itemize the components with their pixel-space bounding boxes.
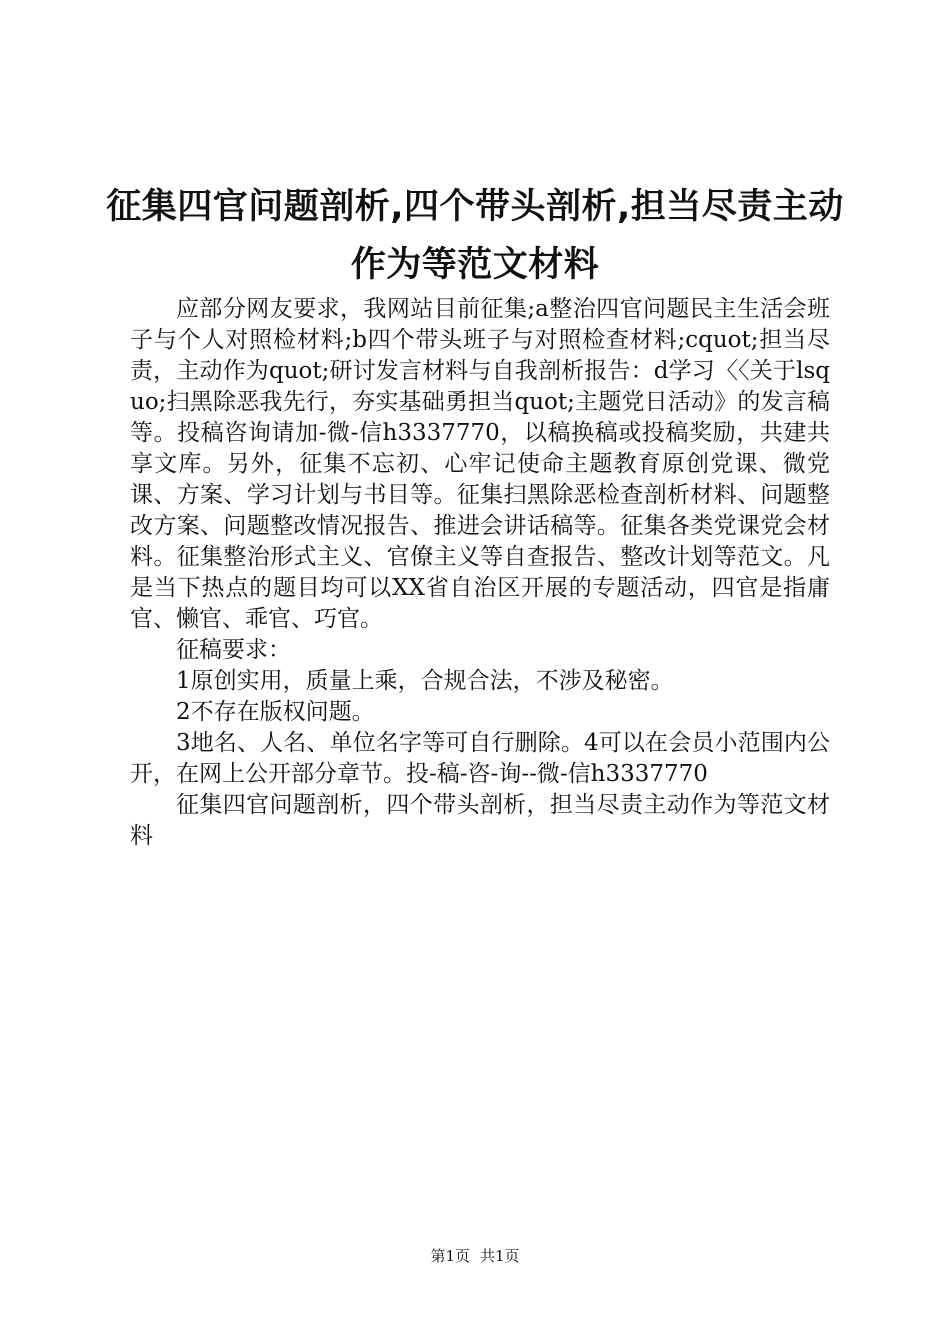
paragraph-closing: 征集四官问题剖析，四个带头剖析，担当尽责主动作为等范文材料 bbox=[130, 792, 830, 849]
paragraph-intro: 应部分网友要求，我网站目前征集;a整治四官问题民主生活会班子与个人对照检材料;b四个带头班子与对照检查材料;cquot;担当尽责，主动作为quot;研讨发言材料与自我剖析报告：d学习〈〈关于lsquo;扫黑除恶我先行，夯实基础勇担当quot;主题党日活动》的发言稿等。投稿咨询请加-微-信h3337770，以稿换稿或投稿奖励，共建共享文库。另外，征集不忘初、心牢记使命主题教育原创党课、微党课、方案、学习计划与书目等。征集扫黑除恶检查剖析材料、问题整改方案、问题整改情况报告、推进会讲话稿等。征集各类党课党会材料。征集整治形式主义、官僚主义等自查报告、整改计划等范文。凡是当下热点的题目均可以XX省自治区开展的专题活动，四官是指庸官、懒官、乖官、巧官。 bbox=[130, 296, 830, 632]
paragraph-requirement-1: 1原创实用，质量上乘，合规合法，不涉及秘密。 bbox=[176, 668, 674, 694]
document-title: 征集四官问题剖析,四个带头剖析,担当尽责主动作为等范文材料 bbox=[106, 187, 844, 285]
page-footer bbox=[0, 1246, 950, 1266]
page-number: 第1页 bbox=[430, 1247, 470, 1265]
paragraph-requirement-2: 2不存在版权问题。 bbox=[176, 699, 375, 725]
paragraph-requirements-heading: 征稿要求： bbox=[176, 637, 291, 663]
document-body bbox=[130, 294, 830, 852]
paragraph-requirement-3-4: 3地名、人名、单位名字等可自行删除。4可以在会员小范围内公开，在网上公开部分章节。投-稿-咨-询--微-信h3337770 bbox=[130, 730, 830, 787]
page-total: 共1页 bbox=[480, 1247, 520, 1265]
